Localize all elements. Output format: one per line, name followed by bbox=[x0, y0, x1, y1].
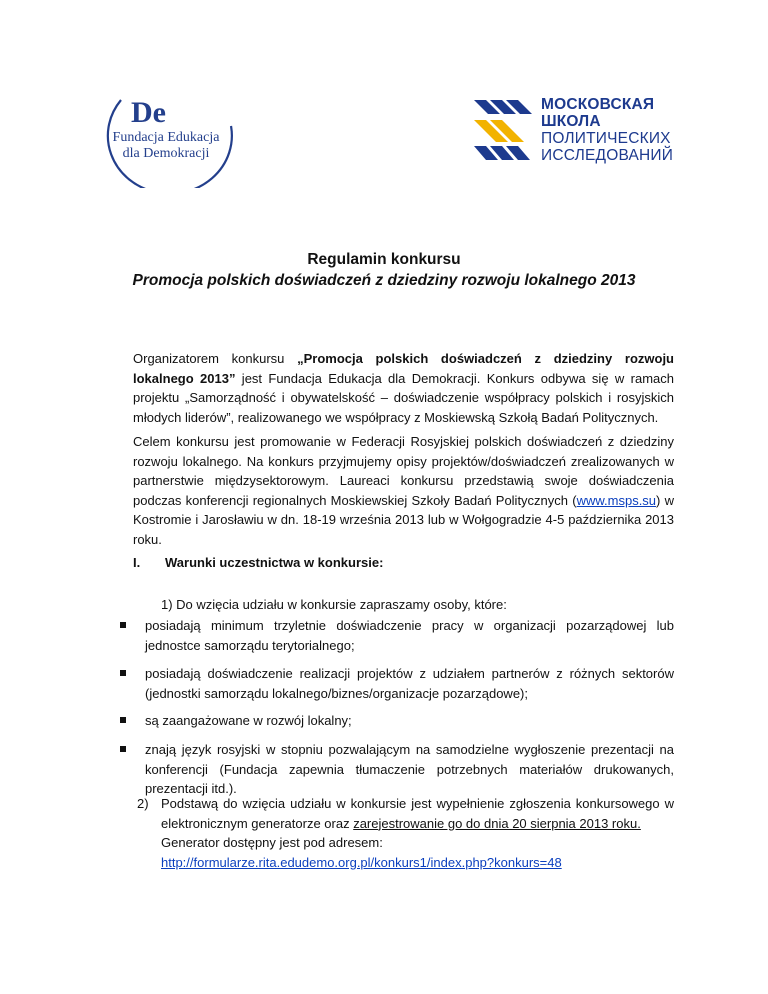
list-item-text: posiadają doświadczenie realizacji projektów z udziałem partnerów z różnych sektorów (jednostki samorządu lokalnego/biznes/organizacje pozarządowe); bbox=[145, 666, 674, 701]
bullet-square-icon bbox=[120, 717, 126, 723]
goal-text-b: ) w Kostromie i Jarosławiu w dn. 18-19 września 2013 lub w Wołgogradzie 4-5 października 2013 roku. bbox=[133, 492, 674, 547]
registration-deadline: zarejestrowanie go do dnia 20 sierpnia 2013 roku. bbox=[353, 815, 641, 831]
goal-text-a: Celem konkursu jest promowanie w Federacji Rosyjskiej polskich doświadczeń z dziedziny rozwoju lokalnego. Na konkurs przyjmujemy opisy projektów/doświadczeń zrealizowanych w partnerstwie międzysektorowym. Laureaci konkursu przedstawią swoje doświadczenia podczas konferencji regionalnych Moskiewskiej Szkoły Badań Politycznych ( bbox=[133, 434, 674, 508]
numbered-item-1: 1) Do wzięcia udziału w konkursie zapraszamy osoby, które: bbox=[161, 597, 507, 612]
fundacja-name-line1: Fundacja Edukacja bbox=[112, 130, 220, 145]
generator-label: Generator dostępny jest pod adresem: bbox=[161, 835, 383, 850]
bullet-square-icon bbox=[120, 670, 126, 676]
section-heading bbox=[133, 555, 383, 570]
contest-name: „Promocja polskich doświadczeń z dziedziny rozwoju lokalnego 2013” bbox=[133, 351, 674, 386]
item-2-number: 2) bbox=[137, 796, 149, 811]
bullet-square-icon bbox=[120, 746, 126, 752]
section-title: Warunki uczestnictwa w konkursie: bbox=[165, 555, 384, 570]
msps-wordmark bbox=[541, 96, 673, 164]
section-number: I. bbox=[133, 555, 141, 570]
msps-line1: МОСКОВСКАЯ bbox=[541, 96, 655, 113]
msps-line2: ШКОЛА bbox=[541, 113, 601, 130]
msps-link[interactable]: www.msps.su bbox=[576, 492, 657, 508]
list-item-text: znają język rosyjski w stopniu pozwalającym na samodzielne wygłoszenie prezentacji na konferencji (Fundacja zapewnia tłumaczenie potrzebnych materiałów drukowanych, prezentacji itd.). bbox=[145, 742, 674, 796]
bullet-square-icon bbox=[120, 622, 126, 628]
msps-line4: ИССЛЕДОВАНИЙ bbox=[541, 147, 674, 164]
generator-link[interactable]: http://formularze.rita.edudemo.org.pl/konkurs1/index.php?konkurs=48 bbox=[161, 854, 562, 870]
intro-text-c: jest Fundacja Edukacja dla Demokracji. Konkurs odbywa się w ramach projektu „Samorządność i obywatelskość – doświadczenie współpracy polskich i rosyjskich młodych liderów”, realizowanego we współpracy z Moskiewską Szkołą Badań Politycznych. bbox=[133, 370, 674, 425]
fundacja-monogram: De bbox=[131, 96, 166, 129]
msps-chevron-icon bbox=[470, 94, 536, 168]
intro-text-a: Organizatorem konkursu bbox=[133, 351, 298, 366]
item-2-text-a: Podstawą do wzięcia udziału w konkursie jest wypełnienie zgłoszenia konkursowego w elektronicznym generatorze oraz bbox=[161, 796, 674, 831]
list-item-text: są zaangażowane w rozwój lokalny; bbox=[145, 713, 352, 728]
document-title: Regulamin konkursu bbox=[307, 251, 461, 268]
list-item-text: posiadają minimum trzyletnie doświadczenie pracy w organizacji pozarządowej lub jednostce samorządu terytorialnego; bbox=[145, 618, 674, 653]
intro-paragraph bbox=[133, 349, 674, 427]
fundacja-name-line2: dla Demokracji bbox=[122, 146, 210, 161]
document-subtitle: Promocja polskich doświadczeń z dziedziny rozwoju lokalnego 2013 bbox=[132, 272, 636, 289]
goal-paragraph bbox=[133, 432, 674, 549]
fundacja-logo bbox=[93, 88, 239, 188]
msps-line3: ПОЛИТИЧЕСКИХ bbox=[541, 130, 671, 147]
item-2-body bbox=[161, 794, 674, 872]
msps-logo bbox=[470, 94, 690, 168]
